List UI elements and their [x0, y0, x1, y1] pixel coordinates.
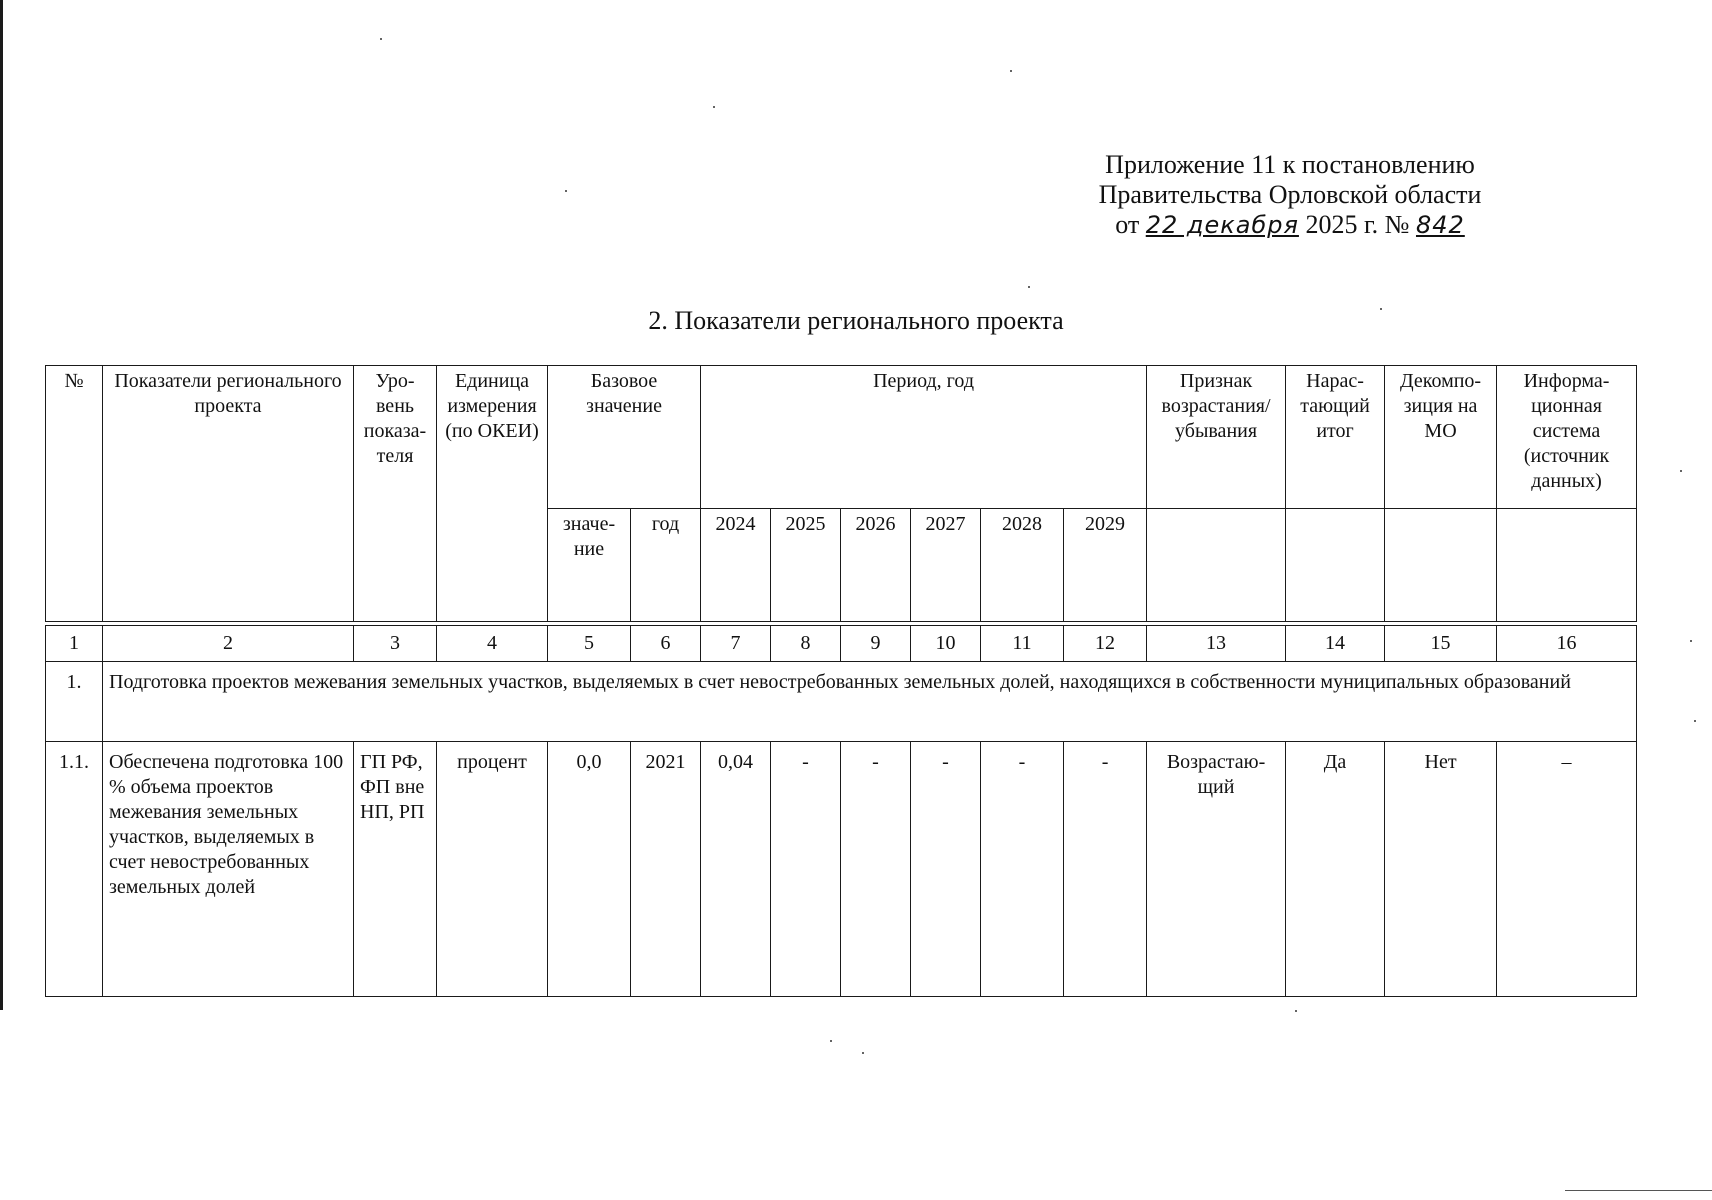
row-number: 1.1.	[46, 742, 103, 997]
row-value-2029: -	[1064, 742, 1147, 997]
scan-speck	[1010, 70, 1012, 72]
scan-speck	[380, 38, 382, 40]
column-number: 1	[46, 626, 103, 662]
column-number: 5	[548, 626, 631, 662]
header-trend: Признак возрастания/ убывания	[1147, 366, 1286, 509]
column-number: 7	[701, 626, 771, 662]
approval-line-2: Правительства Орловской области	[1098, 180, 1482, 209]
header-no: №	[46, 366, 103, 622]
goal-row	[46, 662, 1637, 742]
column-number: 12	[1064, 626, 1147, 662]
goal-text: Подготовка проектов межевания земельных участков, выделяемых в счет невостребованных земельных долей, находящихся в собственности муниципальных образований	[103, 662, 1637, 742]
row-decomposition: Нет	[1385, 742, 1497, 997]
scan-edge-bottom	[1565, 1190, 1712, 1191]
column-number: 11	[981, 626, 1064, 662]
approval-header	[1060, 150, 1520, 240]
scan-speck	[1694, 720, 1696, 722]
column-number: 10	[911, 626, 981, 662]
column-number: 16	[1497, 626, 1637, 662]
header-decomposition: Декомпо-зиция на МО	[1385, 366, 1497, 509]
column-number: 2	[103, 626, 354, 662]
indicators-table	[45, 365, 1637, 997]
scan-speck	[1028, 286, 1030, 288]
scan-speck	[1680, 470, 1682, 472]
header-year-2029: 2029	[1064, 509, 1147, 622]
header-level: Уро-вень показа-теля	[354, 366, 437, 622]
header-indicators: Показатели регионального проекта	[103, 366, 354, 622]
row-value-2027: -	[911, 742, 981, 997]
row-infosystem: –	[1497, 742, 1637, 997]
table-row	[46, 742, 1637, 997]
column-number: 3	[354, 626, 437, 662]
column-number: 4	[437, 626, 548, 662]
date-year: 2025 г. №	[1305, 210, 1410, 239]
scan-speck	[1690, 640, 1692, 642]
handwritten-date: 22 декабря	[1145, 211, 1299, 239]
date-prefix: от	[1115, 210, 1140, 239]
header-infosystem-empty	[1497, 509, 1637, 622]
column-number: 8	[771, 626, 841, 662]
column-number: 15	[1385, 626, 1497, 662]
header-year-2027: 2027	[911, 509, 981, 622]
scan-edge-left	[0, 0, 3, 1010]
approval-line-3	[1060, 210, 1520, 240]
row-unit: процент	[437, 742, 548, 997]
scan-speck	[830, 1040, 832, 1042]
scan-speck	[1295, 1010, 1297, 1012]
header-trend-empty	[1147, 509, 1286, 622]
header-decomposition-empty	[1385, 509, 1497, 622]
section-title: 2. Показатели регионального проекта	[648, 306, 1064, 335]
header-period: Период, год	[701, 366, 1147, 509]
column-number: 13	[1147, 626, 1286, 662]
row-level: ГП РФ, ФП вне НП, РП	[354, 742, 437, 997]
row-cumulative: Да	[1286, 742, 1385, 997]
header-cumulative: Нарас-тающий итог	[1286, 366, 1385, 509]
row-base-year: 2021	[631, 742, 701, 997]
header-year-2026: 2026	[841, 509, 911, 622]
goal-number: 1.	[46, 662, 103, 742]
column-numbers-row	[46, 626, 1637, 662]
approval-line-1: Приложение 11 к постановлению	[1105, 150, 1475, 179]
header-base-year: год	[631, 509, 701, 622]
scan-speck	[713, 106, 715, 108]
header-unit: Единица измерения (по ОКЕИ)	[437, 366, 548, 622]
header-base: Базовое значение	[548, 366, 701, 509]
column-number: 9	[841, 626, 911, 662]
row-value-2028: -	[981, 742, 1064, 997]
header-infosystem: Информа-ционная система (источник данных)	[1497, 366, 1637, 509]
header-base-value: значе-ние	[548, 509, 631, 622]
column-number: 14	[1286, 626, 1385, 662]
header-year-2025: 2025	[771, 509, 841, 622]
row-value-2026: -	[841, 742, 911, 997]
row-value-2025: -	[771, 742, 841, 997]
header-row-1	[46, 366, 1637, 509]
column-number: 6	[631, 626, 701, 662]
row-indicator: Обеспечена подготовка 100 % объема проектов межевания земельных участков, выделяемых в счет невостребованных земельных долей	[103, 742, 354, 997]
header-year-2028: 2028	[981, 509, 1064, 622]
row-value-2024: 0,04	[701, 742, 771, 997]
scan-speck	[565, 190, 567, 192]
header-cumulative-empty	[1286, 509, 1385, 622]
row-trend: Возрастаю-щий	[1147, 742, 1286, 997]
row-base-value: 0,0	[548, 742, 631, 997]
header-year-2024: 2024	[701, 509, 771, 622]
handwritten-number: 842	[1415, 211, 1465, 239]
scan-speck	[862, 1052, 864, 1054]
